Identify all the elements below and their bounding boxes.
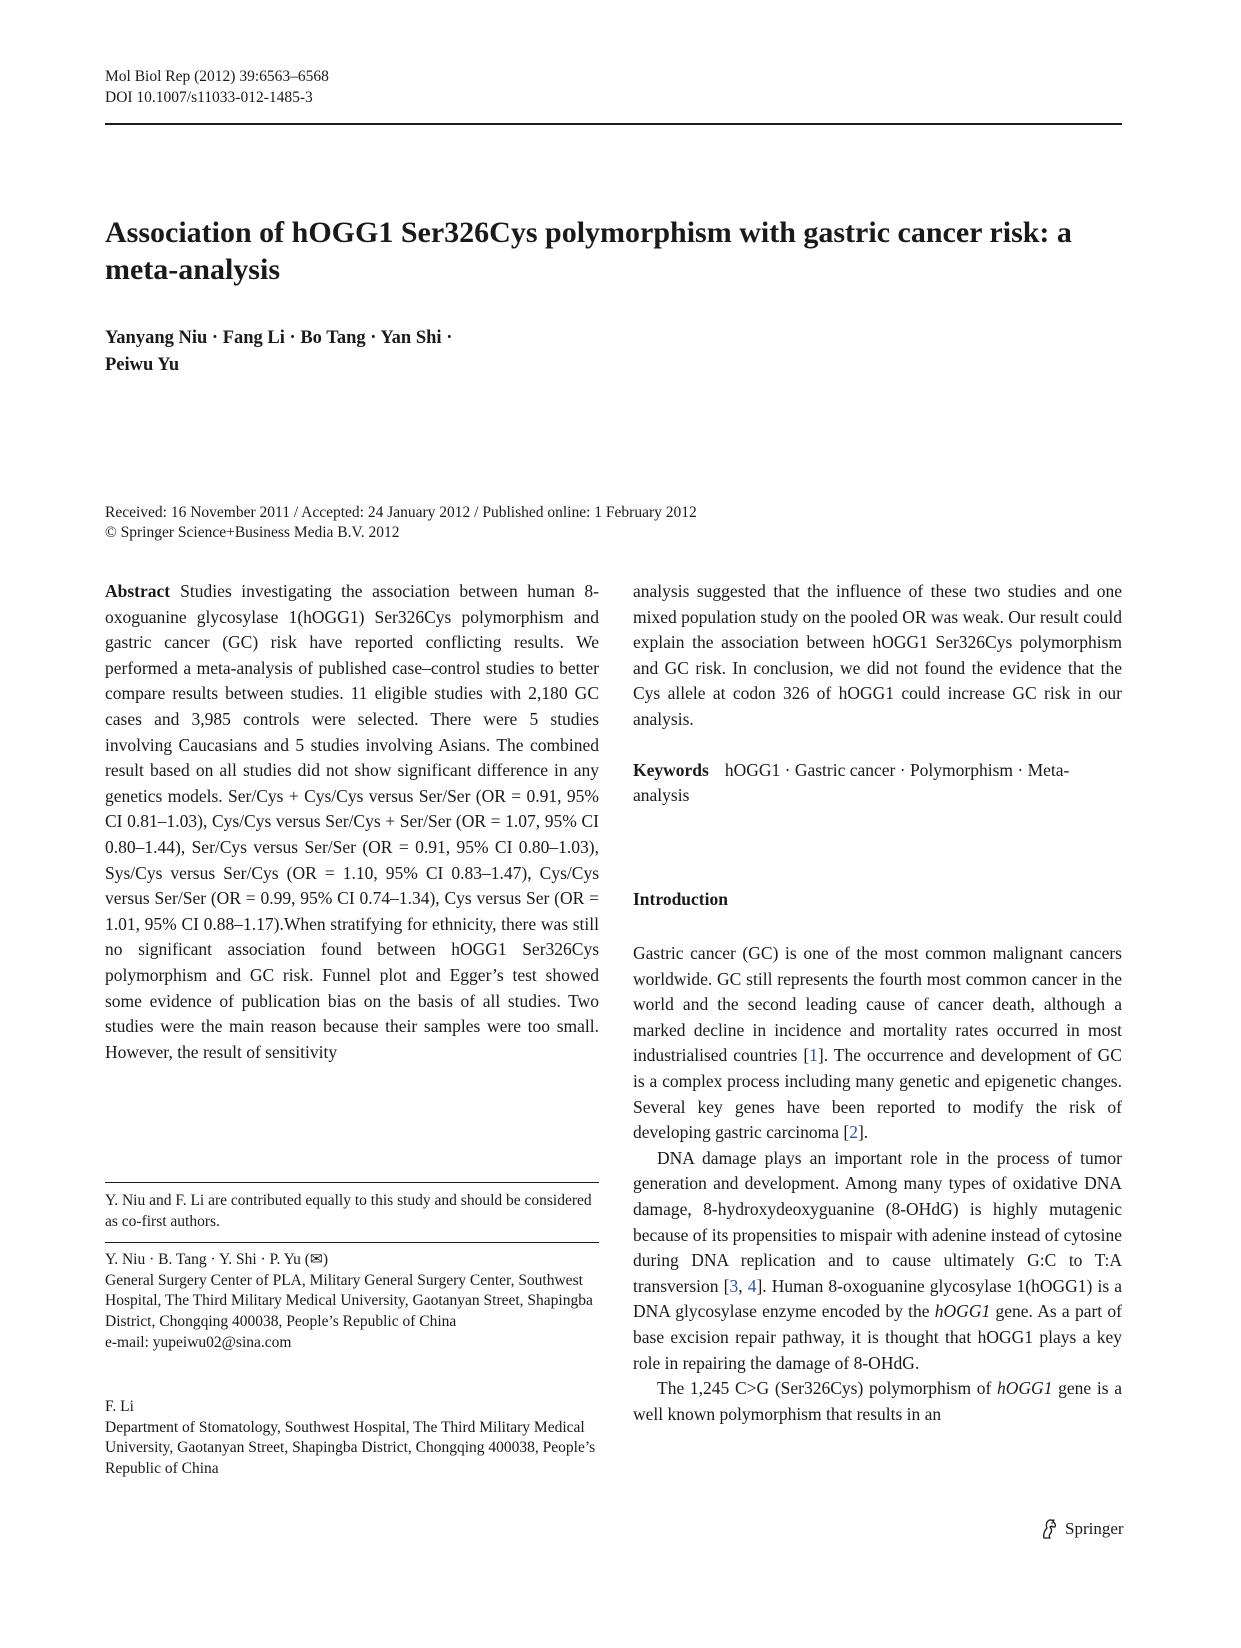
corresponding-email[interactable]: e-mail: yupeiwu02@sina.com — [105, 1333, 292, 1351]
intro-p1-text-b: ]. The occurrence and development of GC is a complex process including many genetic and epigenetic changes. Several key genes have been reported to modify the risk of developing gastric carcinoma [ — [633, 1045, 1122, 1143]
keywords-text: hOGG1 · Gastric cancer · Polymorphism · Meta-analysis — [633, 759, 1070, 806]
citation-link[interactable]: 4 — [747, 1275, 757, 1296]
intro-p2-text-b: ]. Human 8-oxoguanine glycosylase 1(hOGG1) is a DNA glycosylase enzyme encoded by the — [633, 1275, 1123, 1322]
copyright-notice: © Springer Science+Business Media B.V. 2012 — [105, 524, 400, 541]
citation-link[interactable]: 1 — [809, 1045, 818, 1066]
intro-p1-text-a: Gastric cancer (GC) is one of the most common malignant cancers worldwide. GC still represents the fourth most common cancer in the world and the second leading cause of cancer death, although a marked decline in incidence and mortality rates occurred in most industrialised countries [ — [633, 943, 1122, 1066]
abstract-label: Abstract — [105, 581, 171, 601]
author-list — [105, 325, 705, 379]
abstract-left-column — [105, 579, 599, 1065]
intro-paragraph-1 — [633, 941, 1122, 1146]
intro-p2-text-c: gene. As a part of base excision repair pathway, it is thought that hOGG1 plays a key role in repairing the damage of 8-OHdG. — [633, 1301, 1122, 1373]
article-title: Association of hOGG1 Ser326Cys polymorphism with gastric cancer risk: a meta-analysis — [105, 216, 1072, 286]
equal-contribution-note: Y. Niu and F. Li are contributed equally to this study and should be considered as co-first authors. — [105, 1192, 592, 1230]
affiliation-1-names: Y. Niu · B. Tang · Y. Shi · P. Yu (✉) — [105, 1251, 329, 1268]
keywords-label: Keywords — [633, 759, 709, 780]
affiliation-2-address: Department of Stomatology, Southwest Hospital, The Third Military Medical University, Gaotanyan Street, Shapingba District, Chongqing 400038, People’s Republic of China — [105, 1418, 596, 1478]
citation-separator: , — [738, 1275, 748, 1296]
affiliation-2 — [105, 1397, 599, 1480]
gene-name: hOGG1 — [997, 1378, 1053, 1399]
journal-header — [105, 66, 329, 108]
intro-p2-text-a: DNA damage plays an important role in the process of tumor generation and development. Among many types of oxidative DNA damage, 8-hydroxydeoxyguanine (8-OHdG) is highly mutagenic because of its propensities to mispair with adenine instead of cytosine during DNA replication and to cause ultimately G:C to T:A transversion [ — [633, 1147, 1122, 1296]
intro-p3-text-a: The 1,245 C>G (Ser326Cys) polymorphism of — [657, 1378, 998, 1399]
authors-line-1: Yanyang Niu · Fang Li · Bo Tang · Yan Shi · — [105, 328, 453, 348]
abstract-text-left: Studies investigating the association between human 8-oxoguanine glycosylase 1(hOGG1) Ser326Cys polymorphism and gastric cancer (GC) risk have reported conflicting results. We performed a meta-analysis of published case–control studies to better compare results between studies. 11 eligible studies with 2,180 GC cases and 3,985 controls were selected. There were 5 studies involving Caucasians and 5 studies involving Asians. The combined result based on all studies did not show significant difference in any genetics models. Ser/Cys + Cys/Cys versus Ser/Ser (OR = 0.91, 95% CI 0.81–1.03), Cys/Cys versus Ser/Cys + Ser/Ser (OR = 1.07, 95% CI 0.80–1.44), Ser/Cys versus Ser/Ser (OR = 0.91, 95% CI 0.80–1.03), Sys/Cys versus Ser/Cys (OR = 1.10, 95% CI 0.83–1.47), Cys/Cys versus Ser/Ser (OR = 0.99, 95% CI 0.74–1.34), Cys versus Ser (OR = 1.01, 95% CI 0.88–1.17).When stratifying for ethnicity, there was still no significant association found between hOGG1 Ser326Cys polymorphism and GC risk. Funnel plot and Egger’s test showed some evidence of publication bias on the basis of all studies. Two studies were the main reason because their samples were too small. However, the result of sensitivity — [105, 581, 599, 1062]
citation-link[interactable]: 2 — [849, 1122, 858, 1143]
journal-doi: DOI 10.1007/s11033-012-1485-3 — [105, 89, 313, 106]
abstract-right-column — [633, 579, 1122, 809]
introduction-heading: Introduction — [633, 889, 728, 909]
springer-horse-logo-icon — [1040, 1518, 1060, 1540]
publication-dates — [105, 503, 1122, 543]
publisher-logo — [1040, 1518, 1124, 1540]
intro-paragraph-2 — [633, 1146, 1122, 1376]
affiliation-rule — [105, 1242, 599, 1243]
abstract-text-right: analysis suggested that the influence of these two studies and one mixed population study on the pooled OR was weak. Our result could explain the association between hOGG1 Ser326Cys polymorphism and GC risk. In conclusion, we did not found the evidence that the Cys allele at codon 326 of hOGG1 could increase GC risk in our analysis. — [633, 581, 1122, 729]
publisher-name: Springer — [1065, 1519, 1124, 1538]
affiliation-1-address: General Surgery Center of PLA, Military General Surgery Center, Southwest Hospital, The Third Military Medical University, Gaotanyan Street, Shapingba District, Chongqing 400038, People’s Republic of China — [105, 1271, 593, 1331]
journal-citation: Mol Biol Rep (2012) 39:6563–6568 — [105, 68, 329, 85]
introduction-body — [633, 941, 1122, 1427]
keywords — [633, 758, 1122, 809]
footnote-rule — [105, 1182, 599, 1183]
header-rule — [105, 123, 1122, 125]
affiliation-2-name: F. Li — [105, 1398, 134, 1415]
intro-paragraph-3 — [633, 1376, 1122, 1427]
intro-p3-text-b: gene is a well known polymorphism that results in an — [633, 1378, 1122, 1424]
gene-name: hOGG1 — [934, 1301, 991, 1322]
history-dates: Received: 16 November 2011 / Accepted: 24 January 2012 / Published online: 1 February 2012 — [105, 504, 697, 521]
authors-line-2: Peiwu Yu — [105, 355, 180, 375]
affiliation-1 — [105, 1250, 599, 1354]
intro-p1-text-c: ]. — [857, 1122, 869, 1143]
citation-link[interactable]: 3 — [729, 1275, 739, 1296]
